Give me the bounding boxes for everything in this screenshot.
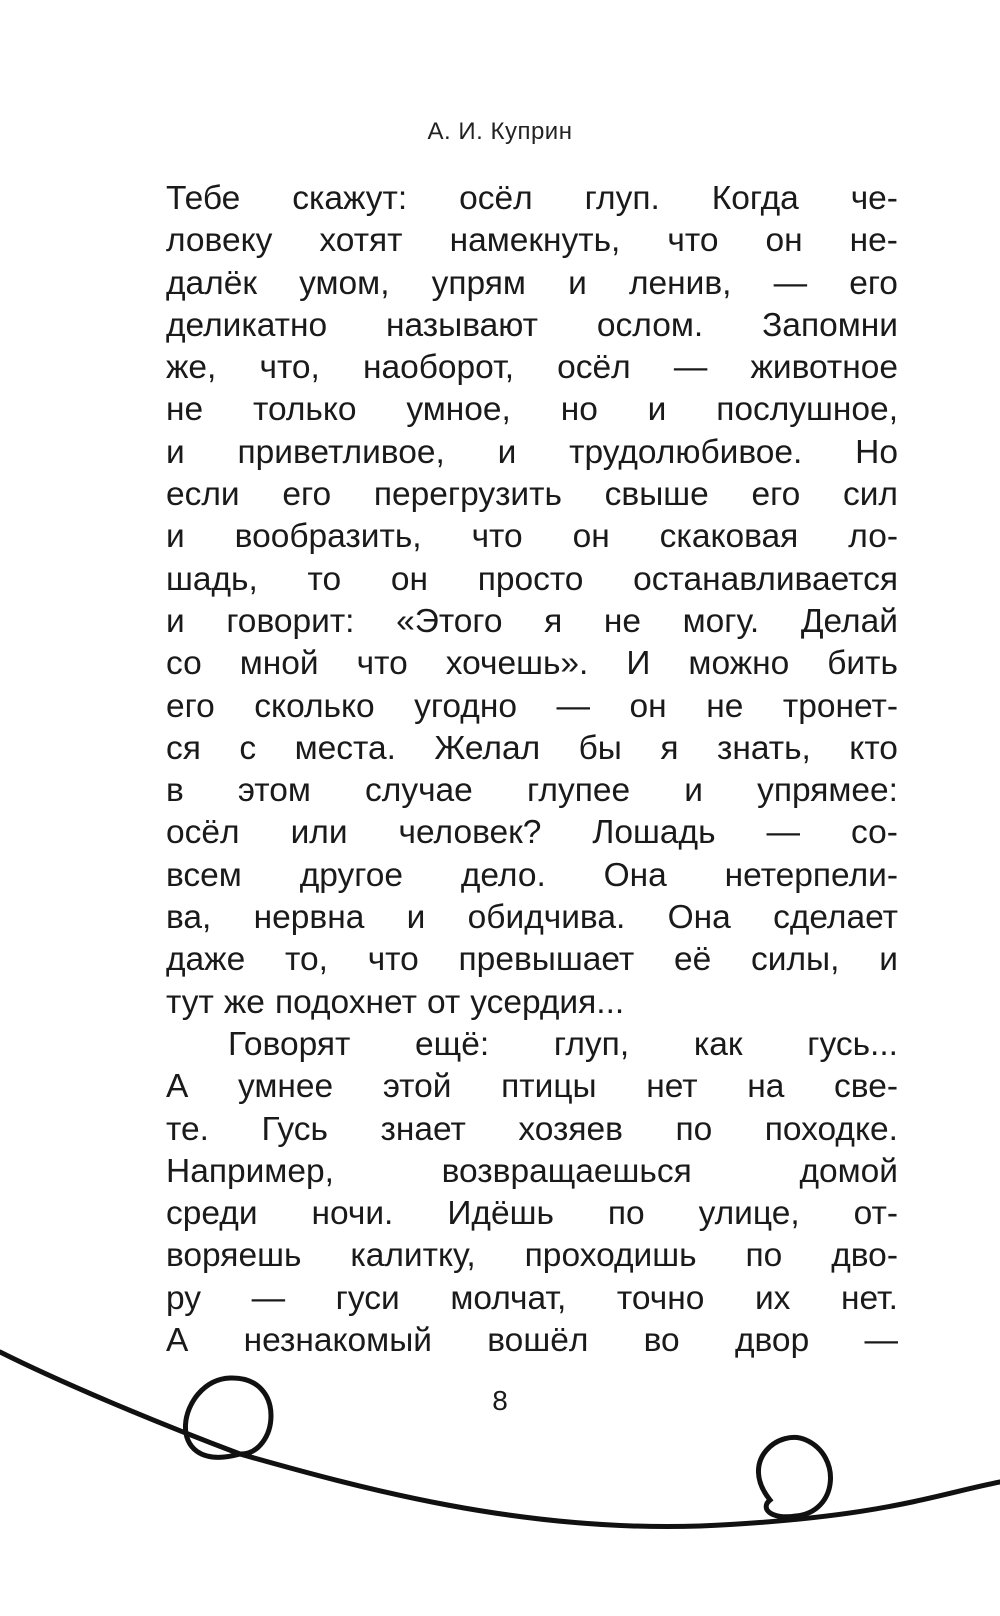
text-line: ловеку хотят намекнуть, что он не-: [166, 222, 898, 260]
text-line: если его перегрузить свыше его сил: [166, 476, 898, 514]
flourish-loop-right: [758, 1437, 830, 1516]
text-line: Говорят ещё: глуп, как гусь...: [228, 1025, 898, 1063]
body-text: [166, 178, 898, 1362]
text-line: воряешь калитку, проходишь по дво-: [166, 1237, 898, 1275]
text-line: же, что, наоборот, осёл — животное: [166, 349, 898, 387]
flourish-wave-left: [0, 1352, 1000, 1527]
text-line: в этом случае глупее и упрямее:: [166, 772, 898, 810]
page-number: 8: [492, 1385, 508, 1416]
text-line: те. Гусь знает хозяев по походке.: [166, 1110, 898, 1148]
text-line: со мной что хочешь». И можно бить: [166, 645, 898, 683]
text-line: и вообразить, что он скаковая ло-: [166, 518, 898, 556]
text-line: далёк умом, упрям и ленив, — его: [166, 264, 898, 302]
text-line: Например, возвращаешься домой: [166, 1152, 898, 1190]
text-line: всем другое дело. Она нетерпели-: [166, 856, 898, 894]
text-line: осёл или человек? Лошадь — со-: [166, 814, 898, 852]
text-line: А умнее этой птицы нет на све-: [166, 1068, 898, 1106]
text-line: и приветливое, и трудолюбивое. Но: [166, 433, 898, 471]
running-head-author: А. И. Куприн: [427, 118, 573, 145]
text-line: и говорит: «Этого я не могу. Делай: [166, 602, 898, 640]
text-line: деликатно называют ослом. Запомни: [166, 306, 898, 344]
text-line: тут же подохнет от усердия...: [166, 983, 625, 1021]
text-line: даже то, что превышает её силы, и: [166, 941, 898, 979]
text-line: ру — гуси молчат, точно их нет.: [166, 1279, 898, 1317]
text-line: шадь, то он просто останавливается: [166, 560, 898, 598]
text-line: среди ночи. Идёшь по улице, от-: [166, 1195, 898, 1233]
text-line: Тебе скажут: осёл глуп. Когда че-: [166, 180, 898, 217]
text-line: ва, нервна и обидчива. Она сделает: [166, 899, 898, 937]
text-line: А незнакомый вошёл во двор —: [166, 1322, 898, 1360]
text-line: не только умное, но и послушное,: [166, 391, 898, 429]
text-line: ся с места. Желал бы я знать, кто: [166, 729, 898, 767]
text-line: его сколько угодно — он не тронет-: [166, 687, 898, 725]
